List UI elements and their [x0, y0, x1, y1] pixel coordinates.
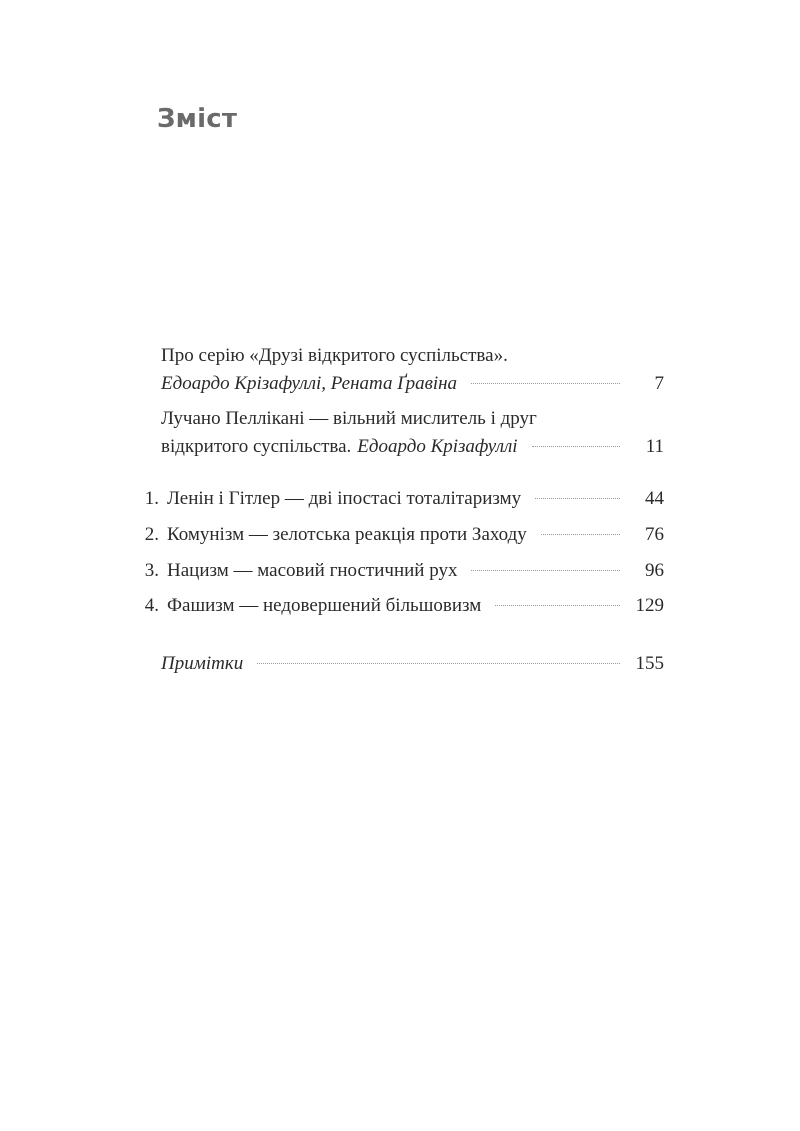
- dot-leader: [495, 605, 620, 606]
- entry-title: Про серію «Друзі відкритого суспільства».: [161, 345, 508, 366]
- chapter-number: 2.: [144, 524, 159, 545]
- toc-entry-chapter-2[interactable]: [130, 521, 664, 549]
- dot-leader: [471, 570, 620, 571]
- toc-entry-line: [130, 370, 664, 398]
- dot-leader: [541, 534, 620, 535]
- page-number: 7: [654, 373, 664, 394]
- page-number: 11: [645, 436, 664, 457]
- page-number: 155: [635, 653, 664, 674]
- chapter-number: 4.: [144, 595, 159, 616]
- toc-entry-pellicani-intro[interactable]: [130, 405, 664, 461]
- entry-title: Фашизм — недовершений більшовизм: [167, 595, 482, 616]
- toc-entry-chapter-4[interactable]: [130, 592, 664, 620]
- page-number: 76: [645, 524, 664, 545]
- entry-title: Нацизм — масовий гностичний рух: [167, 560, 458, 581]
- entry-title-continued: відкритого суспільства.: [161, 436, 352, 457]
- entry-title: Примітки: [161, 653, 244, 674]
- dot-leader: [471, 383, 620, 384]
- entry-title: Ленін і Гітлер — дві іпостасі тоталітаризму: [167, 488, 522, 509]
- toc-entry-line: [130, 405, 664, 433]
- entry-author: Едоардо Крізафуллі, Рената Ґравіна: [161, 373, 458, 394]
- toc-entry-line: [130, 433, 664, 461]
- dot-leader: [257, 663, 620, 664]
- page-title: Зміст: [157, 104, 238, 134]
- toc-entry-chapter-1[interactable]: [130, 485, 664, 513]
- page-number: 129: [635, 595, 664, 616]
- toc-entry-notes[interactable]: [130, 650, 664, 678]
- chapter-number: 1.: [144, 488, 159, 509]
- entry-title: Лучано Пеллікані — вільний мислитель і друг: [161, 408, 537, 429]
- page-number: 44: [645, 488, 664, 509]
- toc-entry-chapter-3[interactable]: [130, 557, 664, 585]
- toc-entry-line: [130, 342, 664, 370]
- dot-leader: [535, 498, 620, 499]
- chapter-number: 3.: [144, 560, 159, 581]
- toc-entry-series-preface[interactable]: [130, 342, 664, 398]
- entry-title: Комунізм — зелотська реакція проти Заходу: [167, 524, 527, 545]
- page-number: 96: [645, 560, 664, 581]
- dot-leader: [532, 446, 620, 447]
- entry-author: Едоардо Крізафуллі: [357, 436, 518, 457]
